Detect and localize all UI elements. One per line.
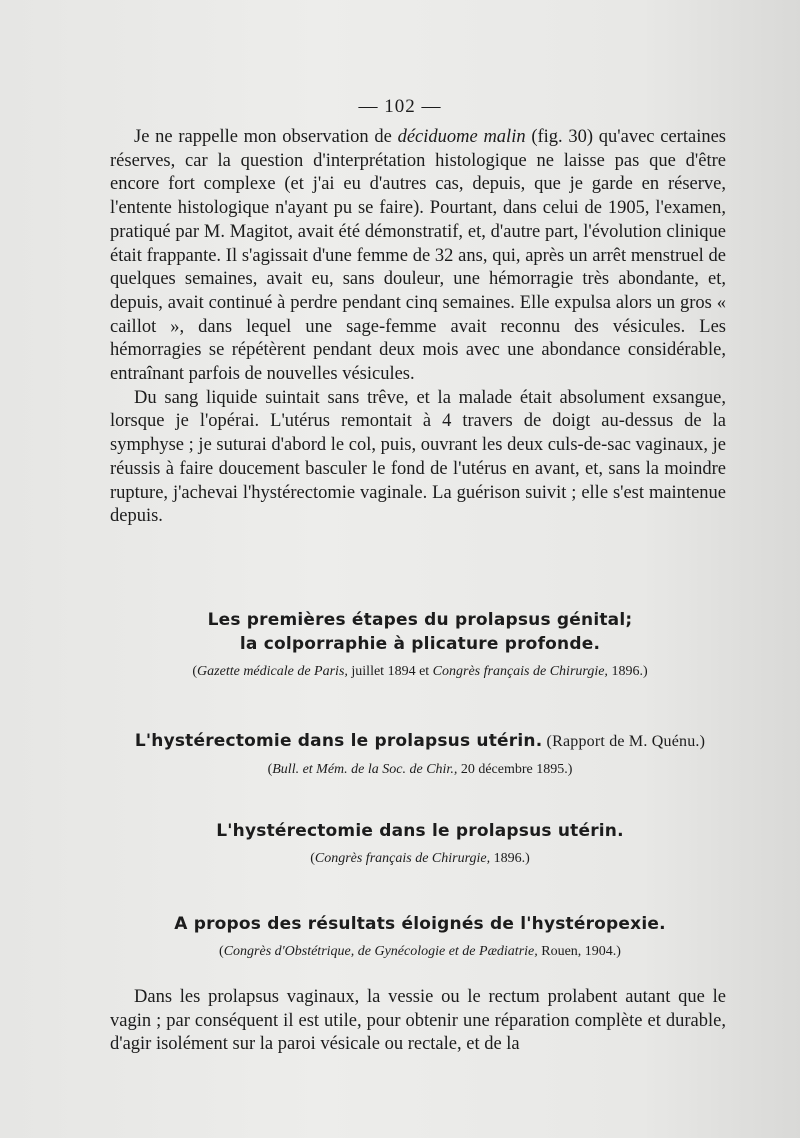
paragraph-text: Je ne rappelle mon observation de <box>134 127 398 147</box>
entry-title-line: la colporraphie à plicature profonde. <box>239 634 601 654</box>
bibliography-entry <box>100 608 740 682</box>
entry-title-line: Les premières étapes du prolapsus génital; <box>207 610 633 630</box>
entry-title: L'hystérectomie dans le prolapsus utérin. <box>216 821 624 841</box>
paragraph-italic-term: déciduome malin <box>397 127 526 147</box>
entry-source <box>100 942 740 962</box>
source-text: ( <box>219 944 224 959</box>
bibliography-entry <box>100 912 740 962</box>
entry-source <box>100 662 740 682</box>
source-journal: Congrès français de Chirurgie, <box>314 851 491 866</box>
source-text: Rouen, 1904.) <box>537 944 621 959</box>
body-text-block <box>110 986 726 1057</box>
paragraph-text: (fig. 30) qu'avec certaines réserves, car la question d'interprétation histologique ne laisse pas que d'être encore fort complexe (et j'ai eu d'autres cas, depuis, que je garde en réserve, l'entente histologique n'ayant pu se faire). Pourtant, dans celui de 1905, l'examen, pratiqué par M. Magitot, avait été démonstratif, et, d'autre part, l'évolution clinique était frappante. Il s'agissait d'une femme de 32 ans, qui, après un arrêt menstruel de quelques semaines, avait eu, sans douleur, une hémorragie très abondante, et, depuis, avait continué à perdre pendant cinq semaines. Elle expulsa alors un gros « caillot », dans lequel une sage-femme avait reconnu des vésicules. Les hémorragies se répétèrent pendant deux mois avec une abondance considérable, entraînant parfois de nouvelles vésicules. <box>110 127 726 385</box>
body-text-block <box>110 126 726 529</box>
source-text: 20 décembre 1895.) <box>457 762 573 777</box>
entry-title <box>100 729 740 754</box>
bibliography-entry <box>100 819 740 869</box>
source-text: ( <box>267 762 273 777</box>
paragraph-prolapsus: Dans les prolapsus vaginaux, la vessie ou le rectum prolabent autant que le vagin ; par conséquent il est utile, pour obtenir une réparation complète et durable, d'agir isolément sur la paroi vésicale ou rectale, et de la <box>110 987 726 1055</box>
source-text: 1896.) <box>490 851 530 866</box>
source-journal: Bull. et Mém. de la Soc. de Chir., <box>272 762 458 777</box>
paragraph-deciduome <box>110 126 726 387</box>
source-text: juillet 1894 et <box>347 664 433 679</box>
entry-source <box>100 760 740 780</box>
source-text: ( <box>192 664 198 679</box>
source-journal: Congrès d'Obstétrique, de Gynécologie et de Pædiatrie, <box>223 944 538 959</box>
page-number: — 102 — <box>358 96 442 117</box>
entry-title <box>100 608 740 656</box>
entry-title-aside: (Rapport de M. Quénu.) <box>542 733 706 750</box>
entry-title: A propos des résultats éloignés de l'hystéropexie. <box>174 914 666 934</box>
entry-title-text: L'hystérectomie dans le prolapsus utérin. <box>134 731 543 751</box>
source-text: 1896.) <box>607 664 648 679</box>
bibliography-entry <box>100 729 740 780</box>
paragraph-operation: Du sang liquide suintait sans trêve, et la malade était absolument exsangue, lorsque je l'opérai. L'utérus remontait à 4 travers de doigt au-dessus de la symphyse ; je suturai d'abord le col, puis, ouvrant les deux culs-de-sac vaginaux, je réussis à faire doucement basculer le fond de l'utérus en avant, et, sans la moindre rupture, j'achevai l'hystérectomie vaginale. La guérison suivit ; elle s'est maintenue depuis. <box>110 387 726 527</box>
source-journal: Gazette médicale de Paris, <box>197 664 348 679</box>
source-text: ( <box>310 851 315 866</box>
entry-source <box>100 849 740 869</box>
source-journal: Congrès français de Chirurgie, <box>432 664 608 679</box>
